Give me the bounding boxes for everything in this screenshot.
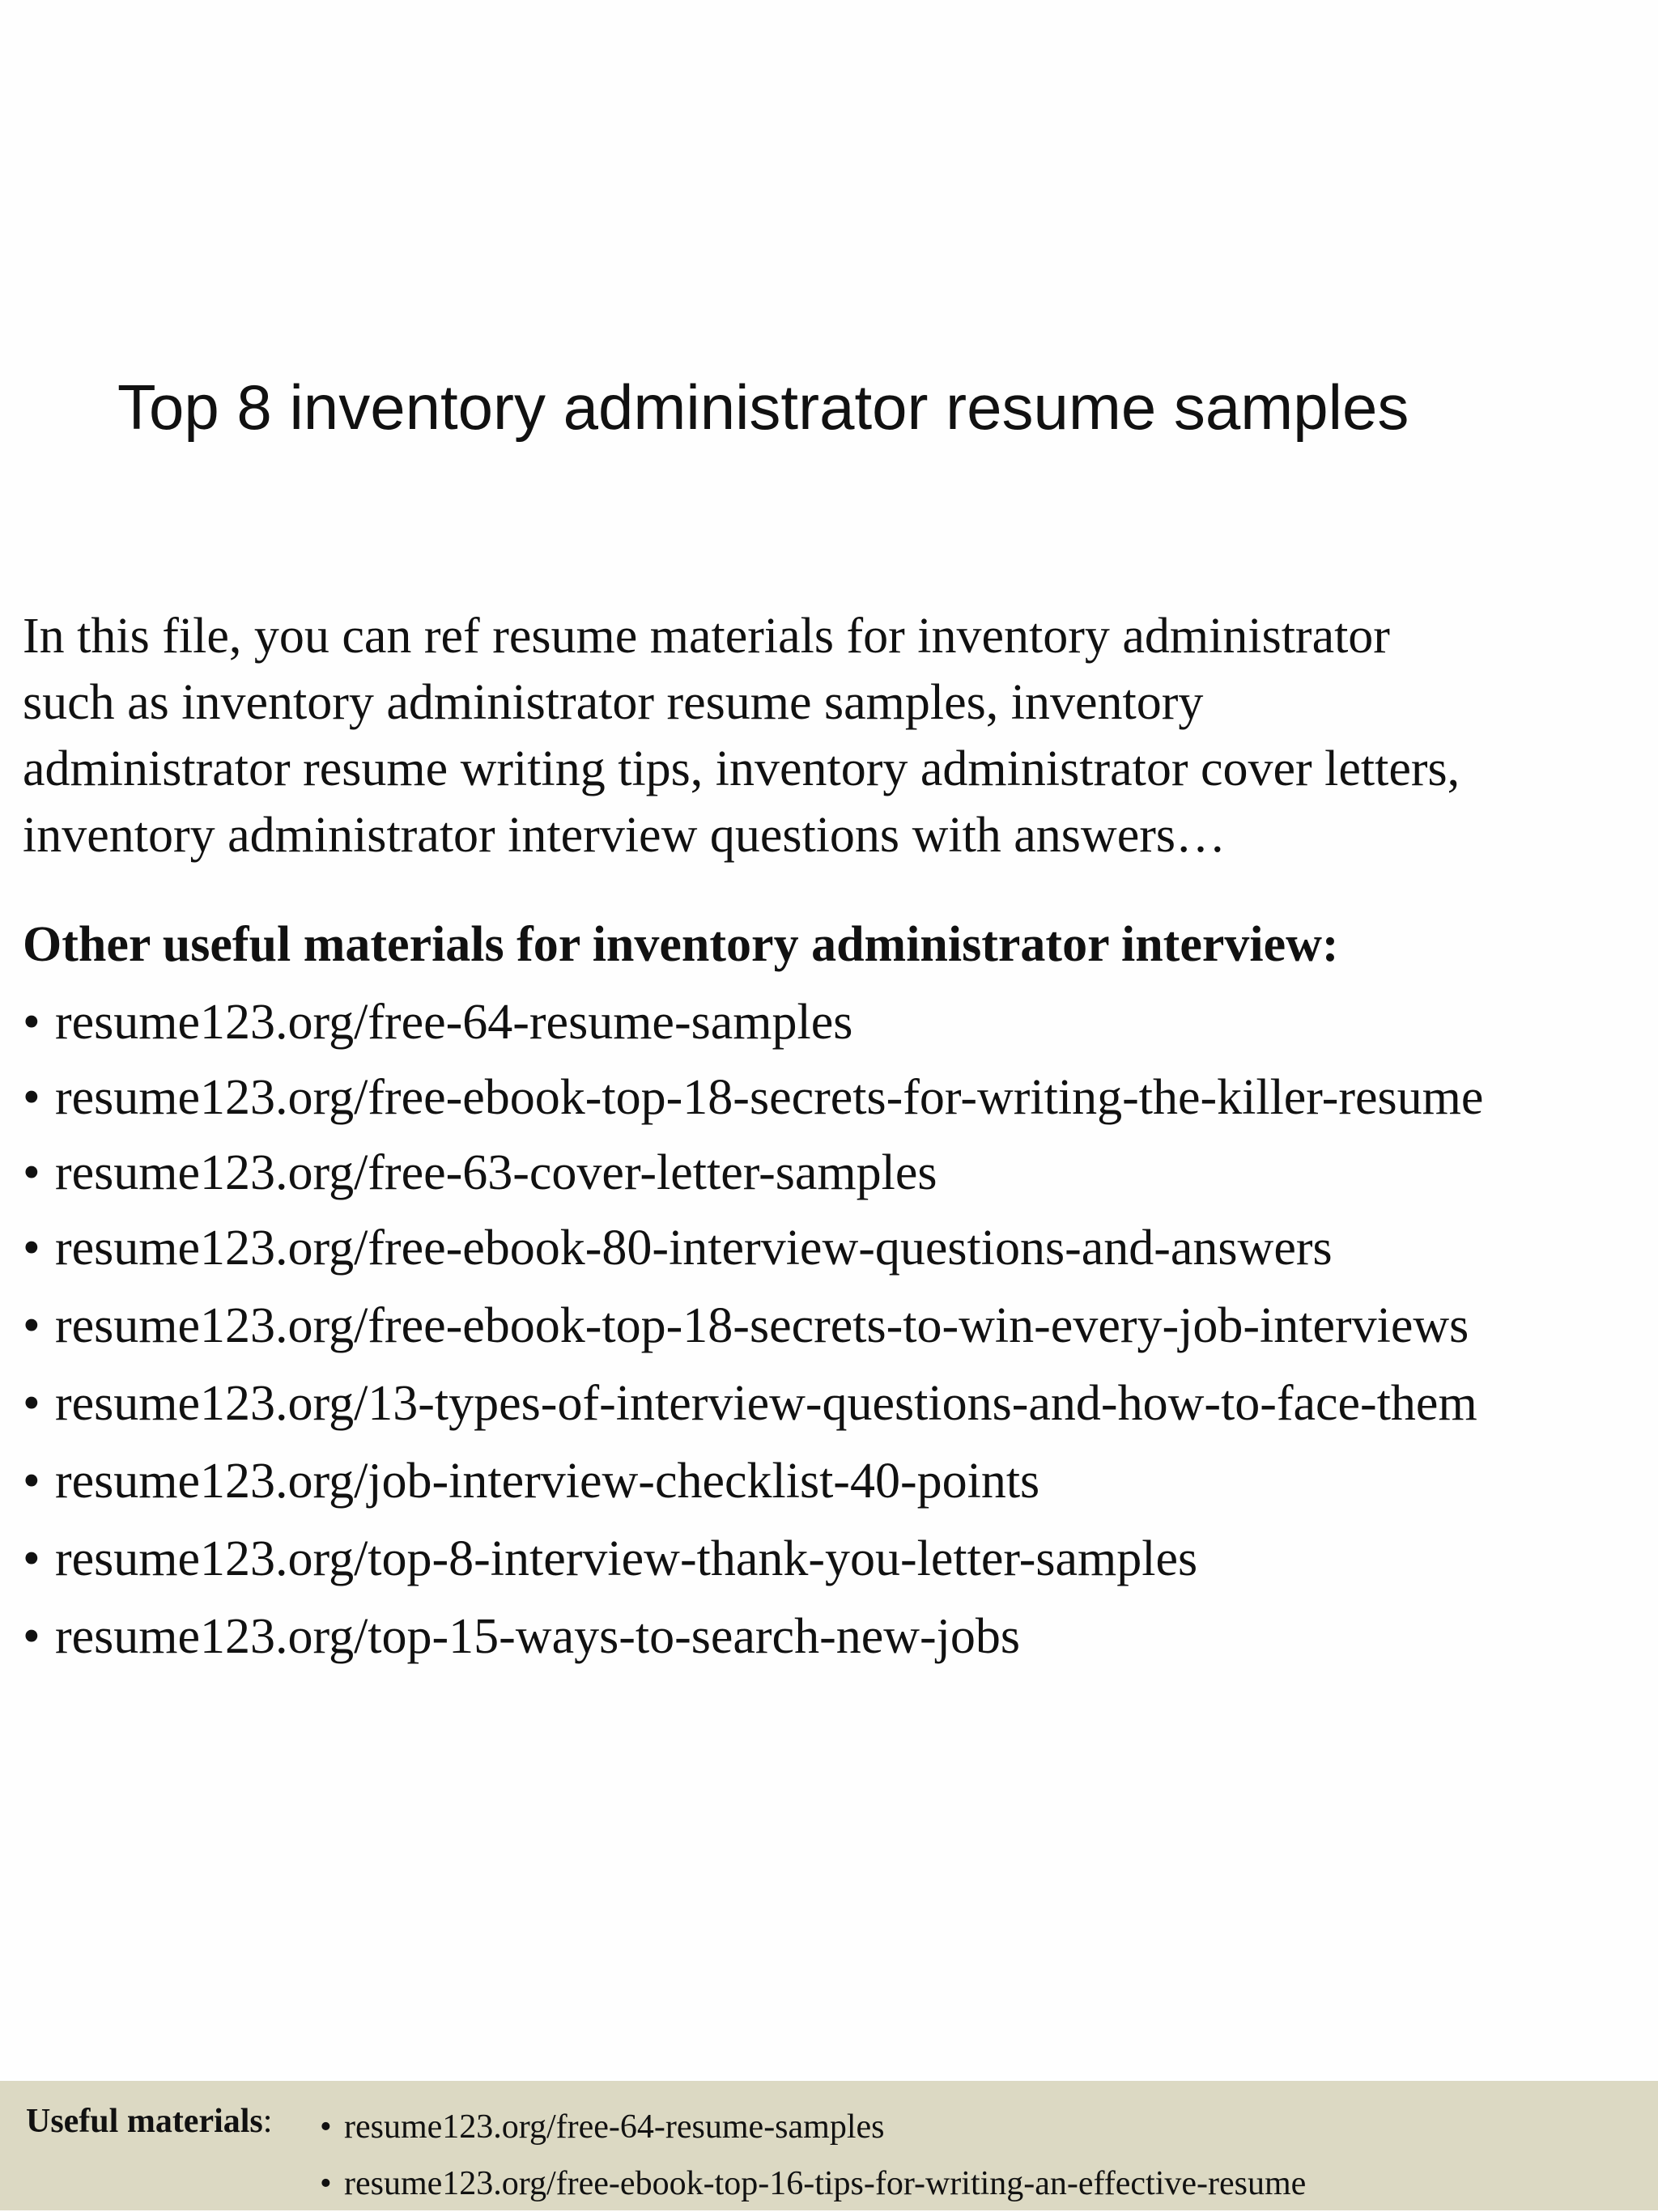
material-link[interactable]: resume123.org/free-ebook-top-18-secrets-for-writing-the-killer-resume [55, 1070, 1484, 1125]
bullet-icon: • [23, 1454, 40, 1509]
bullet-icon: • [23, 1376, 40, 1431]
material-link[interactable]: resume123.org/top-8-interview-thank-you-letter-samples [55, 1531, 1198, 1586]
footer-label-colon: : [262, 2103, 273, 2140]
material-link[interactable]: resume123.org/free-63-cover-letter-samples [55, 1145, 937, 1200]
bullet-icon: • [23, 1609, 40, 1664]
material-link[interactable]: resume123.org/13-types-of-interview-questions-and-how-to-face-them [55, 1376, 1477, 1431]
list-item [23, 986, 1483, 1059]
material-link[interactable]: resume123.org/free-64-resume-samples [55, 995, 853, 1050]
footer-list [320, 2099, 1306, 2212]
bullet-icon: • [320, 2108, 332, 2146]
bullet-icon: • [23, 1145, 40, 1200]
intro-line: In this file, you can ref resume materials for inventory administrator [23, 609, 1390, 664]
intro-paragraph [23, 603, 1634, 868]
material-link[interactable]: resume123.org/free-ebook-top-18-secrets-to-win-every-job-interviews [55, 1298, 1469, 1353]
bullet-icon: • [23, 1298, 40, 1353]
bullet-icon: • [23, 1531, 40, 1586]
footer-label-text: Useful materials [26, 2103, 263, 2140]
footer-band [0, 2081, 1658, 2210]
footer-list-item [320, 2155, 1306, 2212]
bullet-icon: • [23, 995, 40, 1050]
material-link[interactable]: resume123.org/job-interview-checklist-40-points [55, 1454, 1040, 1509]
intro-line: administrator resume writing tips, inventory administrator cover letters, [23, 741, 1460, 796]
bullet-icon: • [23, 1070, 40, 1125]
intro-line: inventory administrator interview questions with answers… [23, 808, 1226, 863]
list-item [23, 1520, 1483, 1598]
bullet-icon: • [320, 2165, 332, 2202]
list-item [23, 1365, 1483, 1442]
footer-link[interactable]: resume123.org/free-64-resume-samples [344, 2108, 885, 2146]
material-link[interactable]: resume123.org/free-ebook-80-interview-questions-and-answers [55, 1221, 1333, 1276]
footer-list-item [320, 2099, 1306, 2155]
bullet-icon: • [23, 1221, 40, 1276]
materials-list [23, 986, 1483, 1675]
material-link[interactable]: resume123.org/top-15-ways-to-search-new-jobs [55, 1609, 1021, 1664]
page-title: Top 8 inventory administrator resume samples [117, 371, 1409, 443]
materials-heading: Other useful materials for inventory administrator interview: [23, 917, 1339, 972]
list-item [23, 1598, 1483, 1675]
list-item [23, 1209, 1483, 1287]
list-item [23, 1287, 1483, 1365]
list-item [23, 1442, 1483, 1520]
list-item [23, 1136, 1483, 1209]
footer-link[interactable]: resume123.org/free-ebook-top-16-tips-for-writing-an-effective-resume [344, 2165, 1307, 2202]
intro-line: such as inventory administrator resume samples, inventory [23, 675, 1204, 730]
footer-label [26, 2099, 272, 2144]
list-item [23, 1059, 1483, 1136]
